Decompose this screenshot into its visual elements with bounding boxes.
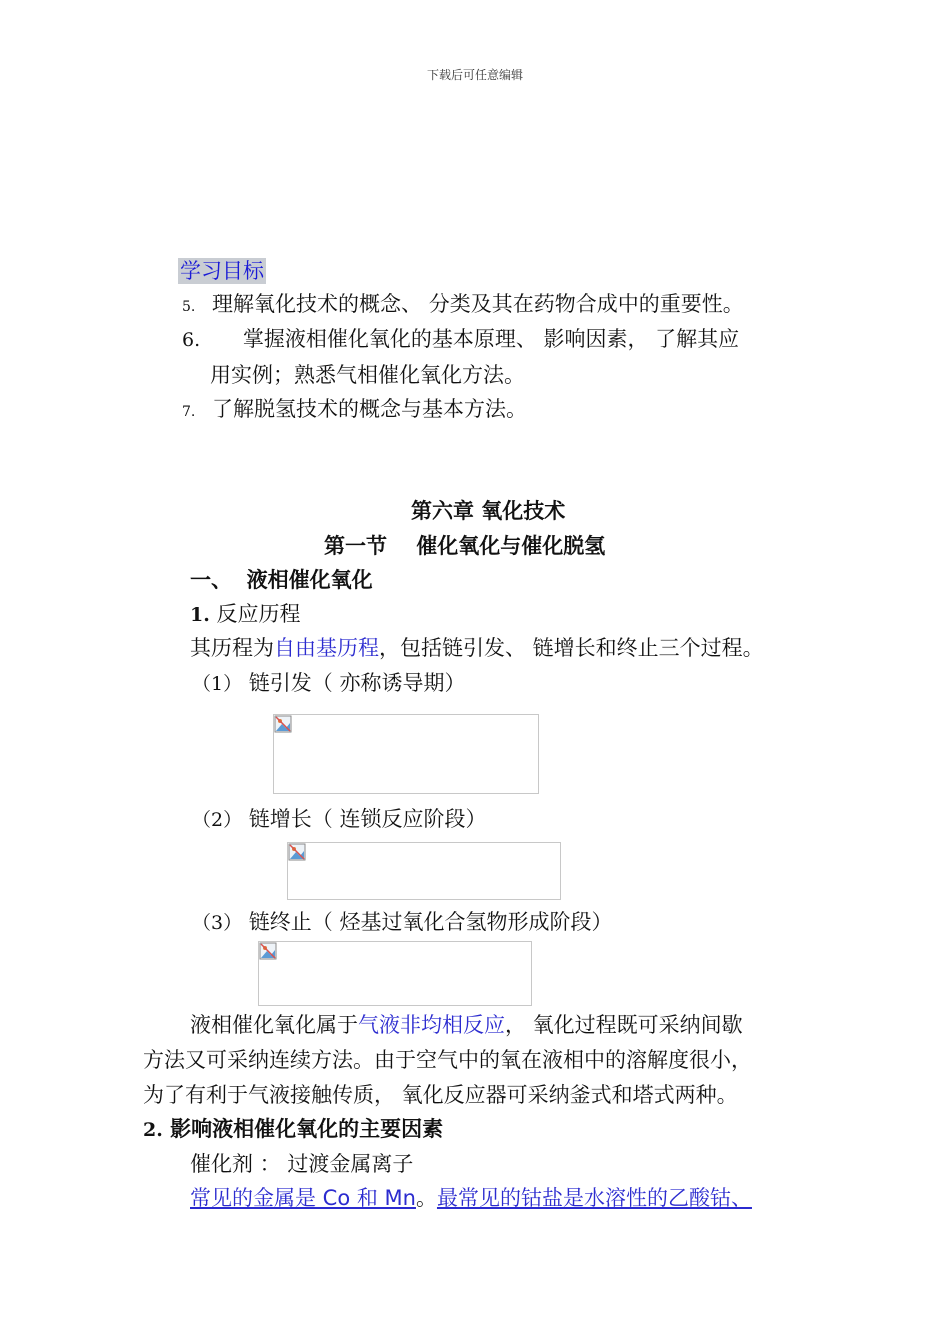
broken-image-icon (274, 715, 292, 733)
step-2 (192, 804, 486, 835)
objectives-title: 学习目标 (180, 259, 264, 283)
subheading-number: 2. (143, 1119, 163, 1141)
metals-link[interactable]: 常见的金属是 Co 和 Mn (190, 1186, 416, 1210)
cobalt-salt-link[interactable]: 最常见的钴盐是水溶性的乙酸钴、 (436, 1186, 752, 1210)
objective-item-6-cont: 用实例；熟悉气相催化氧化方法。 (210, 363, 525, 387)
step-number: （2） (192, 809, 243, 831)
catalyst-line: 催化剂 ： 过渡金属离子 (190, 1152, 414, 1176)
step-number: （3） (192, 912, 243, 934)
step-label: 链终止（ 烃基过氧化合氢物形成阶段） (248, 910, 613, 934)
catalyst-note (190, 1183, 752, 1213)
subheading-title: 反应历程 (216, 602, 301, 626)
objective-text: 掌握液相催化氧化的基本原理、 影响因素， 了解其应 (242, 327, 740, 351)
step-label: 链增长（ 连锁反应阶段） (248, 807, 487, 831)
objective-item-6 (182, 324, 739, 355)
equation-image-propagation (287, 842, 561, 900)
intro-text-post: ，包括链引发、 链增长和终止三个过程。 (379, 636, 764, 660)
paragraph-line-1 (190, 1010, 743, 1040)
broken-image-icon (259, 942, 277, 960)
intro-text-pre: 其历程为 (190, 636, 274, 660)
step-label: 链引发（ 亦称诱导期） (248, 671, 466, 695)
paragraph-line-2: 方法又可采纳连续方法。由于空气中的氧在液相中的溶解度很小， (143, 1048, 752, 1072)
subheading-2 (143, 1114, 443, 1145)
gas-liquid-link[interactable]: 气液非均相反应 (358, 1013, 505, 1037)
equation-image-initiation (273, 714, 539, 794)
objective-number: 6. (182, 329, 201, 351)
page-header: 下载后可任意编辑 (426, 68, 523, 82)
free-radical-link[interactable]: 自由基历程 (274, 636, 379, 660)
subheading-1 (190, 599, 301, 630)
paragraph-text-post: ， 氧化过程既可采纳间歇 (505, 1013, 743, 1037)
note-separator: 。 (415, 1186, 437, 1210)
objective-number: 5. (182, 299, 196, 315)
part-heading: 一、 液相催化氧化 (190, 568, 373, 592)
subheading-number: 1. (190, 604, 210, 626)
objective-text: 理解氧化技术的概念、 分类及其在药物合成中的重要性。 (212, 292, 744, 316)
objective-text: 了解脱氢技术的概念与基本方法。 (212, 397, 528, 421)
paragraph-text-pre: 液相催化氧化属于 (190, 1013, 358, 1037)
equation-image-termination (258, 941, 532, 1006)
intro-paragraph (190, 633, 764, 663)
step-number: （1） (192, 673, 243, 695)
step-1 (192, 668, 465, 699)
subheading-title: 影响液相催化氧化的主要因素 (170, 1117, 444, 1141)
section-title: 第一节 催化氧化与催化脱氢 (324, 534, 606, 558)
objective-item-5 (182, 289, 744, 322)
chapter-title: 第六章 氧化技术 (411, 499, 566, 523)
objective-number: 7. (182, 404, 196, 420)
objective-item-7 (182, 394, 527, 427)
broken-image-icon (288, 843, 306, 861)
paragraph-line-3: 为了有利于气液接触传质， 氧化反应器可采纳釜式和塔式两种。 (143, 1083, 738, 1107)
step-3 (192, 907, 612, 938)
